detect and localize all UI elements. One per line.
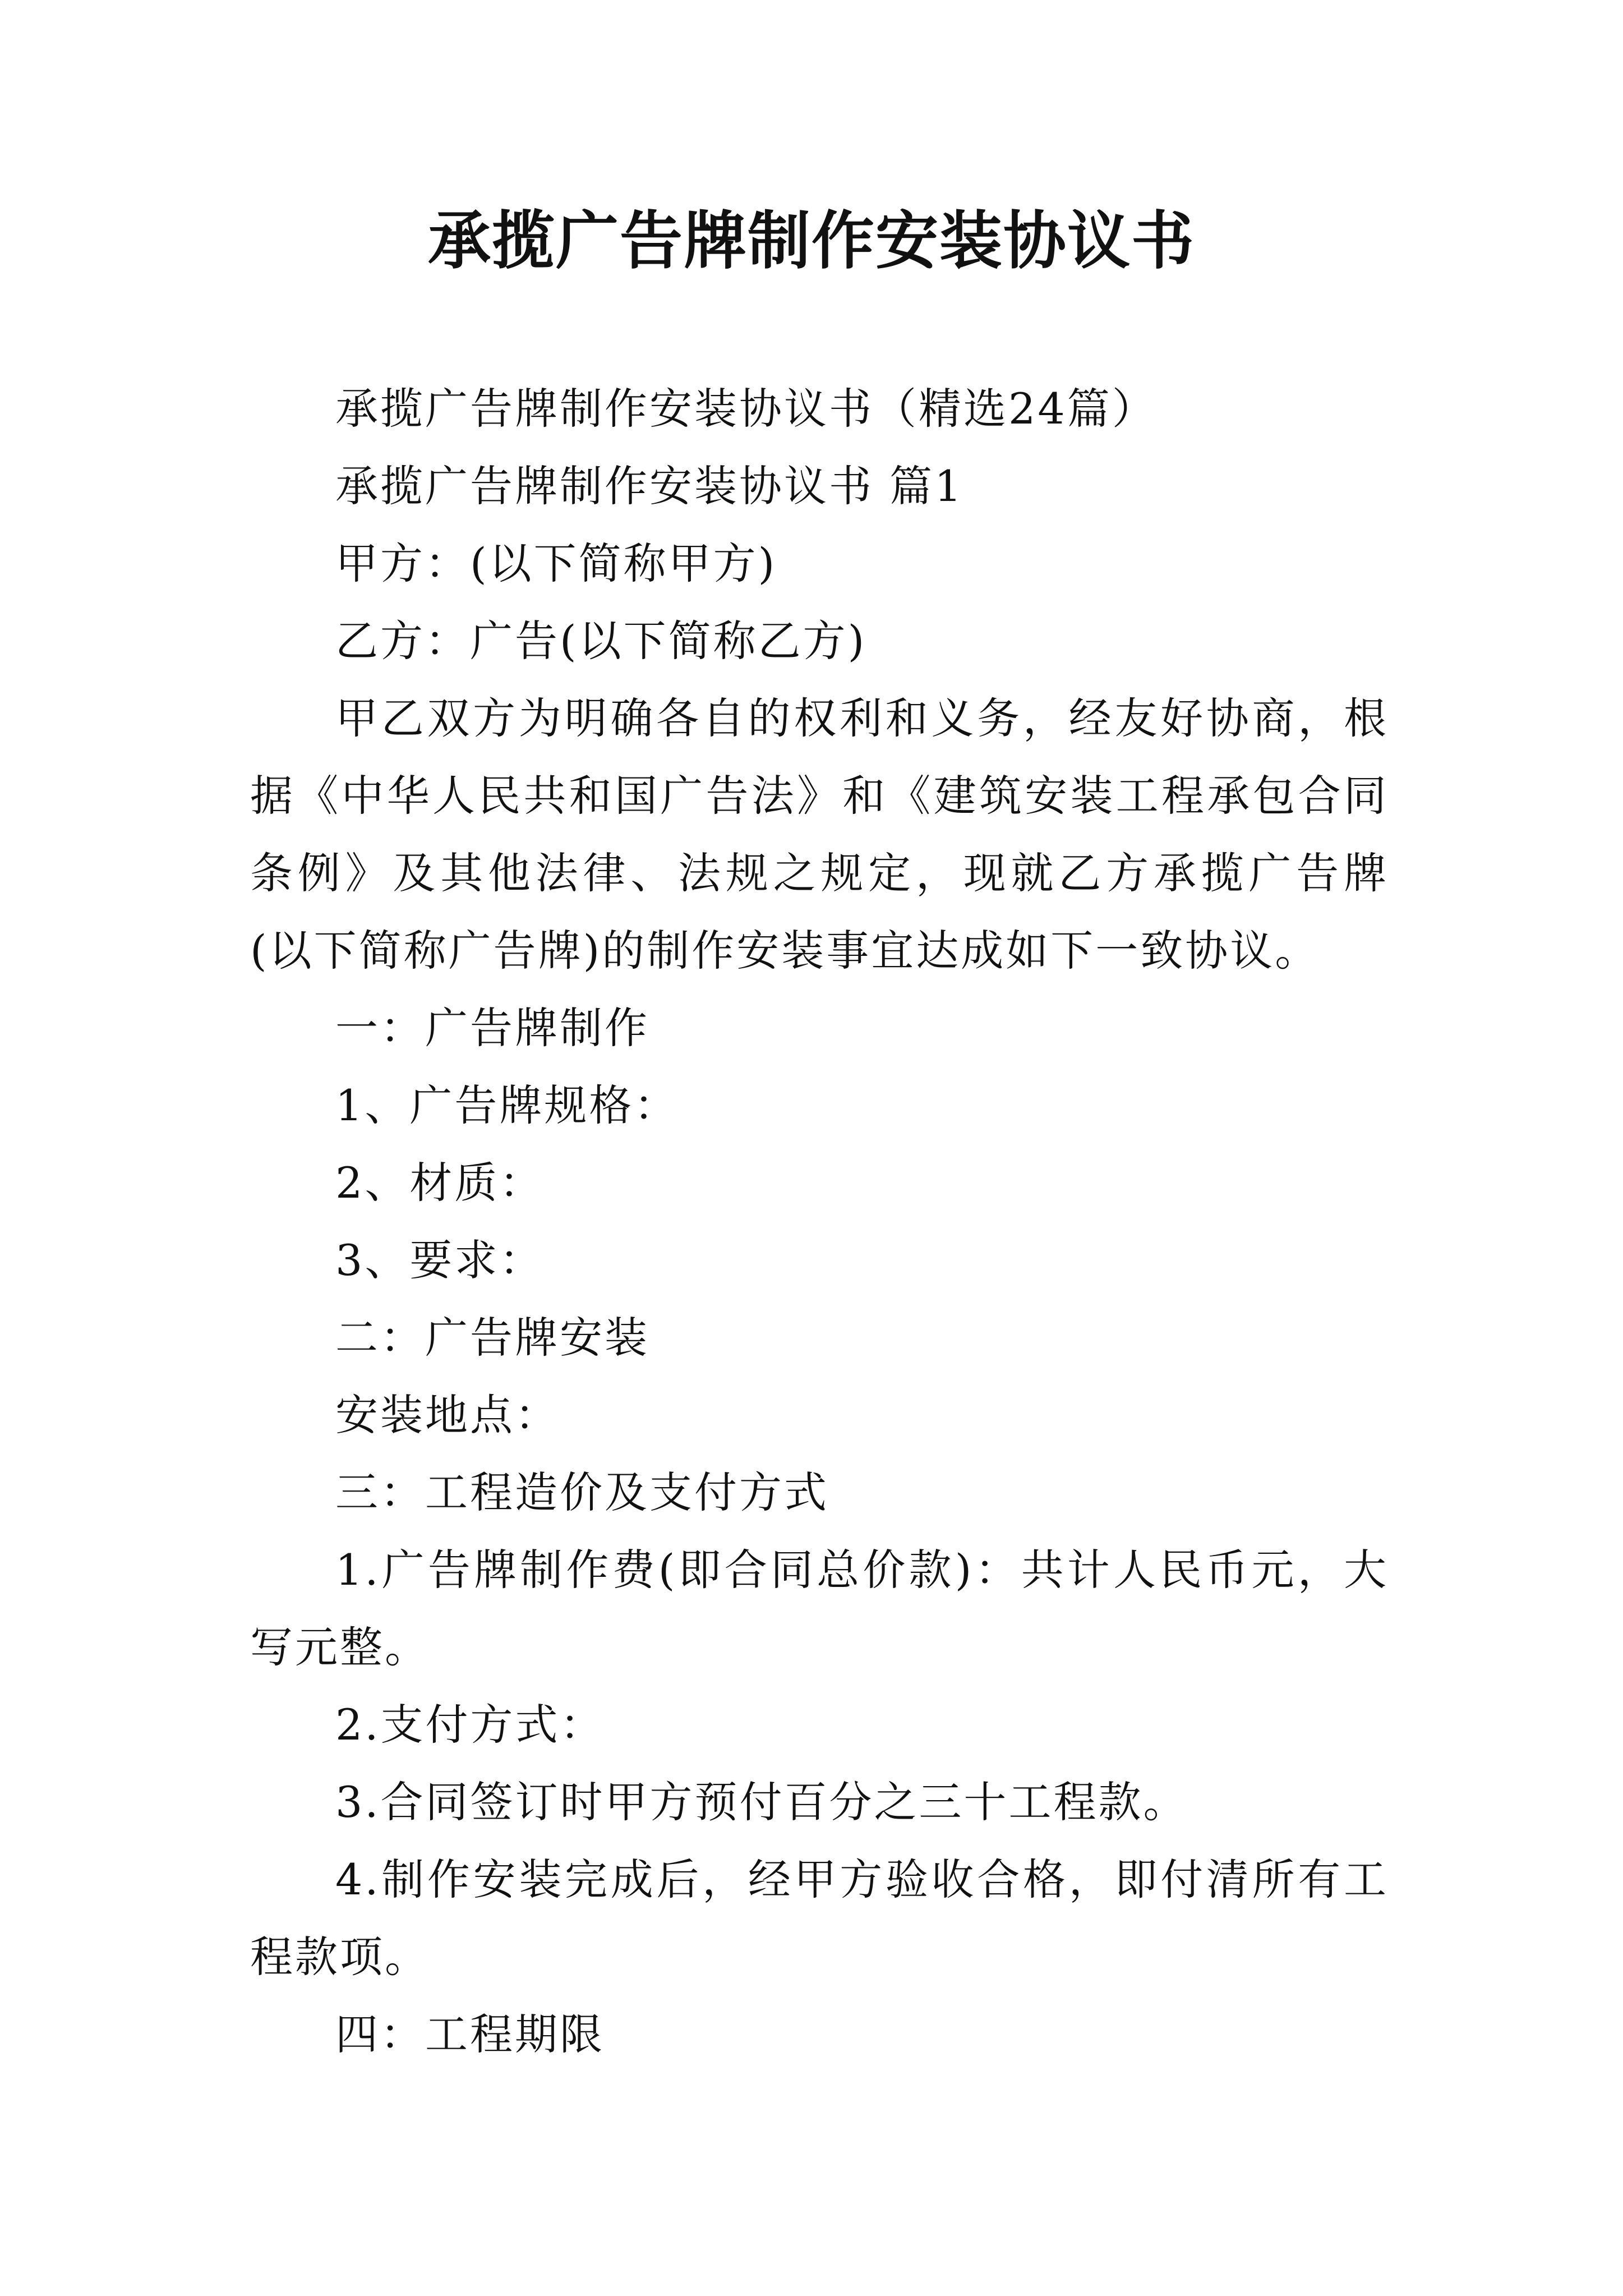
- paragraph-preamble: 甲乙双方为明确各自的权利和义务，经友好协商，根据《中华人民共和国广告法》和《建筑安装工程承包合同条例》及其他法律、法规之规定，现就乙方承揽广告牌(以下简称广告牌)的制作安装事宜达成如下一致协议。: [250, 693, 1389, 976]
- paragraph-clause-1-heading: 一：广告牌制作: [335, 1003, 649, 1053]
- paragraph-clause-2-location: 安装地点：: [335, 1390, 560, 1440]
- paragraph-clause-3-fee: 1.广告牌制作费(即合同总价款)：共计人民币元，大写元整。: [250, 1545, 1389, 1672]
- paragraph-clause-4-heading: 四：工程期限: [335, 2009, 605, 2059]
- paragraph-subtitle: 承揽广告牌制作安装协议书（精选24篇）: [335, 384, 1157, 434]
- paragraph-clause-3-payment-method: 2.支付方式：: [335, 1700, 605, 1750]
- document-title: 承揽广告牌制作安装协议书: [428, 204, 1195, 278]
- paragraph-section-heading: 承揽广告牌制作安装协议书 篇1: [335, 461, 964, 511]
- document-body: [250, 370, 1389, 2073]
- paragraph-party-b: 乙方：广告(以下简称乙方): [335, 616, 867, 666]
- paragraph-clause-3-final-payment: 4.制作安装完成后，经甲方验收合格，即付清所有工程款项。: [250, 1855, 1389, 1982]
- paragraph-clause-1-material: 2、材质：: [335, 1158, 545, 1208]
- paragraph-clause-3-prepayment: 3.合同签订时甲方预付百分之三十工程款。: [335, 1777, 1188, 1827]
- paragraph-clause-2-heading: 二：广告牌安装: [335, 1313, 649, 1363]
- paragraph-party-a: 甲方：(以下简称甲方): [335, 539, 777, 588]
- paragraph-clause-3-heading: 三：工程造价及支付方式: [335, 1467, 829, 1517]
- paragraph-clause-1-spec: 1、广告牌规格：: [335, 1080, 679, 1130]
- paragraph-clause-1-requirements: 3、要求：: [335, 1235, 545, 1285]
